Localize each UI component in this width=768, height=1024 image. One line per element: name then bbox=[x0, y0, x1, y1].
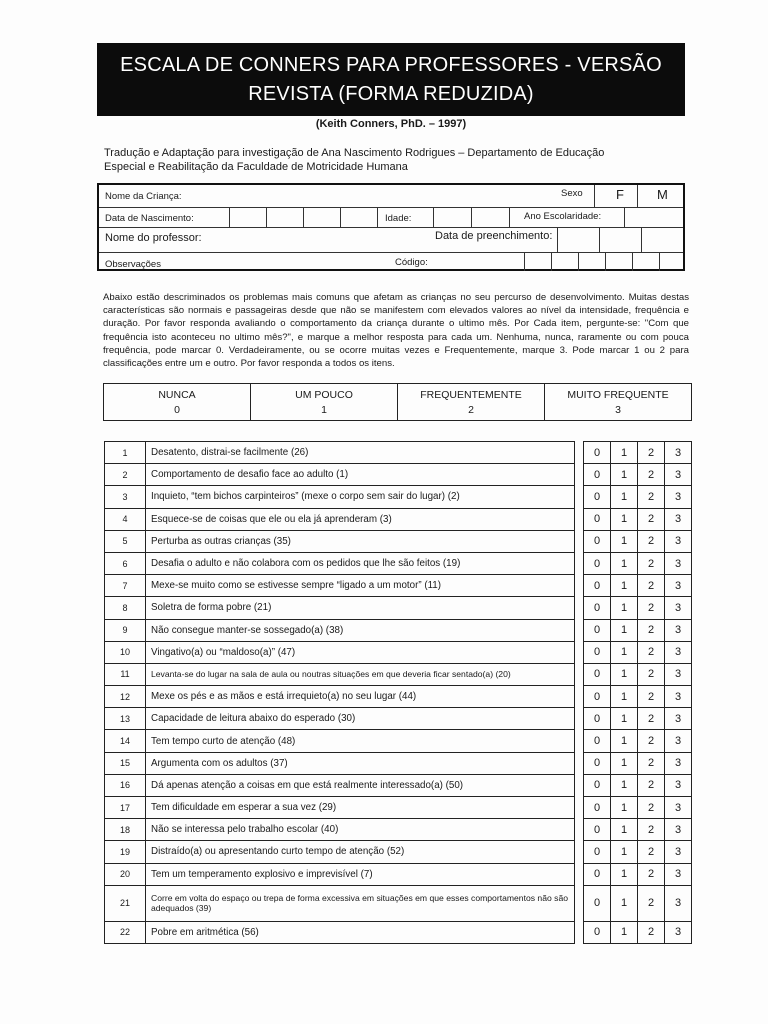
rating-option-2[interactable]: 2 bbox=[638, 730, 665, 752]
rating-option-1[interactable]: 1 bbox=[611, 530, 638, 552]
table-row bbox=[105, 708, 692, 730]
table-row bbox=[105, 486, 692, 508]
rating-option-3[interactable]: 3 bbox=[665, 641, 692, 663]
rating-option-2[interactable]: 2 bbox=[638, 841, 665, 863]
item-number: 2 bbox=[105, 464, 146, 486]
item-number: 17 bbox=[105, 797, 146, 819]
item-text: Mexe-se muito como se estivesse sempre “ligado a um motor” (11) bbox=[146, 575, 575, 597]
rating-option-3[interactable]: 3 bbox=[665, 575, 692, 597]
rating-option-2[interactable]: 2 bbox=[638, 641, 665, 663]
rating-option-3[interactable]: 3 bbox=[665, 921, 692, 943]
rating-option-0[interactable]: 0 bbox=[584, 885, 611, 921]
rating-option-1[interactable]: 1 bbox=[611, 774, 638, 796]
item-text: Levanta-se do lugar na sala de aula ou noutras situações em que deveria ficar sentado(a) (20) bbox=[146, 663, 575, 685]
column-gap bbox=[575, 774, 584, 796]
rating-option-1[interactable]: 1 bbox=[611, 885, 638, 921]
rating-option-1[interactable]: 1 bbox=[611, 863, 638, 885]
credit-line-1: Tradução e Adaptação para investigação de Ana Nascimento Rodrigues – Departamento de Educação bbox=[104, 147, 605, 159]
rating-option-3[interactable]: 3 bbox=[665, 686, 692, 708]
rating-option-2[interactable]: 2 bbox=[638, 752, 665, 774]
scale-never: NUNCA 0 bbox=[104, 384, 251, 420]
scale-a-little: UM POUCO 1 bbox=[251, 384, 398, 420]
table-row bbox=[105, 464, 692, 486]
table-row bbox=[105, 797, 692, 819]
column-gap bbox=[575, 641, 584, 663]
table-row bbox=[105, 921, 692, 943]
column-gap bbox=[575, 530, 584, 552]
item-number: 4 bbox=[105, 508, 146, 530]
table-row bbox=[105, 508, 692, 530]
school-year-label: Ano Escolaridade: bbox=[524, 211, 602, 222]
rating-option-0[interactable]: 0 bbox=[584, 841, 611, 863]
rating-option-1[interactable]: 1 bbox=[611, 921, 638, 943]
rating-option-0[interactable]: 0 bbox=[584, 486, 611, 508]
rating-option-0[interactable]: 0 bbox=[584, 730, 611, 752]
rating-option-0[interactable]: 0 bbox=[584, 752, 611, 774]
rating-option-0[interactable]: 0 bbox=[584, 552, 611, 574]
rating-option-3[interactable]: 3 bbox=[665, 619, 692, 641]
rating-option-2[interactable]: 2 bbox=[638, 921, 665, 943]
rating-option-2[interactable]: 2 bbox=[638, 686, 665, 708]
item-text: Comportamento de desafio face ao adulto (1) bbox=[146, 464, 575, 486]
item-text: Desatento, distrai-se facilmente (26) bbox=[146, 442, 575, 464]
rating-option-3[interactable]: 3 bbox=[665, 708, 692, 730]
rating-option-2[interactable]: 2 bbox=[638, 885, 665, 921]
rating-option-2[interactable]: 2 bbox=[638, 442, 665, 464]
table-row bbox=[105, 641, 692, 663]
item-number: 20 bbox=[105, 863, 146, 885]
rating-option-3[interactable]: 3 bbox=[665, 841, 692, 863]
column-gap bbox=[575, 486, 584, 508]
instructions-paragraph: Abaixo estão descriminados os problemas mais comuns que afetam as crianças no seu percurso de desenvolvimento. Muitas destas características são normais e passageiras desde que não se manifestem com elevados valores ao nível da intensidade, frequência e duração. Por favor responda avaliando o comportamento da criança durante o ultimo mês. Por Cada item, pergunte-se: "Com que frequência isto aconteceu no ultimo mês?", e marque a melhor resposta para cada um. Nenhuma, nunca, raramente ou com pouca frequência, pode marcar 0. Verdadeiramente, ou se ocorre muitas vezes e Frequentemente, marque 3. Pode marcar 1 ou 2 para classificações entre um e outro. Por favor responda a todos os itens. bbox=[103, 292, 689, 370]
item-text: Tem dificuldade em esperar a sua vez (29) bbox=[146, 797, 575, 819]
fill-date-label: Data de preenchimento: bbox=[435, 230, 553, 242]
item-text: Não se interessa pelo trabalho escolar (40) bbox=[146, 819, 575, 841]
rating-option-0[interactable]: 0 bbox=[584, 863, 611, 885]
translation-credit bbox=[104, 146, 694, 174]
column-gap bbox=[575, 508, 584, 530]
item-text: Tem tempo curto de atenção (48) bbox=[146, 730, 575, 752]
rating-option-1[interactable]: 1 bbox=[611, 819, 638, 841]
rating-option-3[interactable]: 3 bbox=[665, 863, 692, 885]
table-row bbox=[105, 575, 692, 597]
age-label: Idade: bbox=[385, 213, 412, 224]
rating-option-2[interactable]: 2 bbox=[638, 863, 665, 885]
author-line: (Keith Conners, PhD. – 1997) bbox=[315, 118, 467, 130]
items-table bbox=[104, 441, 692, 944]
item-text: Desafia o adulto e não colabora com os pedidos que lhe são feitos (19) bbox=[146, 552, 575, 574]
column-gap bbox=[575, 686, 584, 708]
item-number: 15 bbox=[105, 752, 146, 774]
item-text: Esquece-se de coisas que ele ou ela já aprenderam (3) bbox=[146, 508, 575, 530]
item-number: 11 bbox=[105, 663, 146, 685]
rating-option-0[interactable]: 0 bbox=[584, 597, 611, 619]
rating-option-3[interactable]: 3 bbox=[665, 797, 692, 819]
rating-option-3[interactable]: 3 bbox=[665, 752, 692, 774]
item-text: Distraído(a) ou apresentando curto tempo de atenção (52) bbox=[146, 841, 575, 863]
item-number: 6 bbox=[105, 552, 146, 574]
column-gap bbox=[575, 619, 584, 641]
rating-option-2[interactable]: 2 bbox=[638, 708, 665, 730]
rating-option-1[interactable]: 1 bbox=[611, 486, 638, 508]
column-gap bbox=[575, 819, 584, 841]
sex-label: Sexo bbox=[561, 188, 583, 199]
rating-option-0[interactable]: 0 bbox=[584, 508, 611, 530]
rating-option-3[interactable]: 3 bbox=[665, 530, 692, 552]
child-name-label: Nome da Criança: bbox=[105, 191, 182, 202]
rating-option-1[interactable]: 1 bbox=[611, 552, 638, 574]
rating-option-1[interactable]: 1 bbox=[611, 442, 638, 464]
item-text: Inquieto, “tem bichos carpinteiros” (mexe o corpo sem sair do lugar) (2) bbox=[146, 486, 575, 508]
rating-option-1[interactable]: 1 bbox=[611, 686, 638, 708]
rating-option-2[interactable]: 2 bbox=[638, 597, 665, 619]
rating-option-3[interactable]: 3 bbox=[665, 464, 692, 486]
title-line-1: ESCALA DE CONNERS PARA PROFESSORES - VERSÃO bbox=[120, 54, 662, 76]
rating-option-3[interactable]: 3 bbox=[665, 597, 692, 619]
column-gap bbox=[575, 841, 584, 863]
response-scale bbox=[103, 383, 692, 421]
rating-option-1[interactable]: 1 bbox=[611, 641, 638, 663]
item-number: 7 bbox=[105, 575, 146, 597]
rating-option-2[interactable]: 2 bbox=[638, 508, 665, 530]
column-gap bbox=[575, 464, 584, 486]
child-info-box bbox=[97, 183, 685, 271]
column-gap bbox=[575, 752, 584, 774]
table-row bbox=[105, 552, 692, 574]
title-line-2: REVISTA (FORMA REDUZIDA) bbox=[248, 83, 534, 105]
table-row bbox=[105, 863, 692, 885]
rating-option-0[interactable]: 0 bbox=[584, 774, 611, 796]
rating-option-1[interactable]: 1 bbox=[611, 663, 638, 685]
rating-option-3[interactable]: 3 bbox=[665, 663, 692, 685]
item-text: Pobre em aritmética (56) bbox=[146, 921, 575, 943]
rating-option-1[interactable]: 1 bbox=[611, 597, 638, 619]
sex-m-option[interactable]: M bbox=[657, 187, 668, 202]
title-banner bbox=[97, 43, 685, 116]
rating-option-2[interactable]: 2 bbox=[638, 797, 665, 819]
table-row bbox=[105, 597, 692, 619]
item-text: Perturba as outras crianças (35) bbox=[146, 530, 575, 552]
code-label: Código: bbox=[395, 257, 428, 268]
column-gap bbox=[575, 597, 584, 619]
rating-option-1[interactable]: 1 bbox=[611, 508, 638, 530]
item-number: 18 bbox=[105, 819, 146, 841]
rating-option-0[interactable]: 0 bbox=[584, 575, 611, 597]
rating-option-0[interactable]: 0 bbox=[584, 819, 611, 841]
item-number: 22 bbox=[105, 921, 146, 943]
item-number: 12 bbox=[105, 686, 146, 708]
rating-option-3[interactable]: 3 bbox=[665, 442, 692, 464]
rating-option-2[interactable]: 2 bbox=[638, 575, 665, 597]
rating-option-1[interactable]: 1 bbox=[611, 619, 638, 641]
rating-option-0[interactable]: 0 bbox=[584, 708, 611, 730]
rating-option-0[interactable]: 0 bbox=[584, 686, 611, 708]
birth-date-label: Data de Nascimento: bbox=[105, 213, 194, 224]
rating-option-3[interactable]: 3 bbox=[665, 508, 692, 530]
item-text: Vingativo(a) ou “maldoso(a)” (47) bbox=[146, 641, 575, 663]
column-gap bbox=[575, 575, 584, 597]
item-text: Dá apenas atenção a coisas em que está realmente interessado(a) (50) bbox=[146, 774, 575, 796]
rating-option-1[interactable]: 1 bbox=[611, 464, 638, 486]
rating-option-2[interactable]: 2 bbox=[638, 486, 665, 508]
rating-option-3[interactable]: 3 bbox=[665, 552, 692, 574]
column-gap bbox=[575, 921, 584, 943]
table-row bbox=[105, 752, 692, 774]
rating-option-1[interactable]: 1 bbox=[611, 575, 638, 597]
rating-option-0[interactable]: 0 bbox=[584, 641, 611, 663]
rating-option-3[interactable]: 3 bbox=[665, 885, 692, 921]
item-number: 21 bbox=[105, 885, 146, 921]
item-text: Capacidade de leitura abaixo do esperado (30) bbox=[146, 708, 575, 730]
table-row bbox=[105, 841, 692, 863]
table-row bbox=[105, 819, 692, 841]
rating-option-0[interactable]: 0 bbox=[584, 797, 611, 819]
scale-very-frequent: MUITO FREQUENTE 3 bbox=[567, 389, 669, 416]
column-gap bbox=[575, 797, 584, 819]
rating-option-1[interactable]: 1 bbox=[611, 797, 638, 819]
rating-option-0[interactable]: 0 bbox=[584, 530, 611, 552]
rating-option-3[interactable]: 3 bbox=[665, 774, 692, 796]
rating-option-2[interactable]: 2 bbox=[638, 619, 665, 641]
rating-option-1[interactable]: 1 bbox=[611, 708, 638, 730]
table-row bbox=[105, 730, 692, 752]
scale-frequently: FREQUENTEMENTE 2 bbox=[398, 384, 545, 420]
rating-option-2[interactable]: 2 bbox=[638, 774, 665, 796]
rating-option-1[interactable]: 1 bbox=[611, 752, 638, 774]
table-row bbox=[105, 530, 692, 552]
rating-option-0[interactable]: 0 bbox=[584, 442, 611, 464]
table-row bbox=[105, 686, 692, 708]
item-number: 19 bbox=[105, 841, 146, 863]
rating-option-3[interactable]: 3 bbox=[665, 819, 692, 841]
rating-option-1[interactable]: 1 bbox=[611, 730, 638, 752]
column-gap bbox=[575, 730, 584, 752]
credit-line-2: Especial e Reabilitação da Faculdade de Motricidade Humana bbox=[104, 161, 408, 173]
column-gap bbox=[575, 442, 584, 464]
item-number: 3 bbox=[105, 486, 146, 508]
item-text: Corre em volta do espaço ou trepa de forma excessiva em situações em que esses comportamentos não são adequados (39) bbox=[146, 885, 575, 921]
sex-f-option[interactable]: F bbox=[616, 187, 624, 202]
column-gap bbox=[575, 863, 584, 885]
column-gap bbox=[575, 552, 584, 574]
item-number: 13 bbox=[105, 708, 146, 730]
item-number: 9 bbox=[105, 619, 146, 641]
item-text: Não consegue manter-se sossegado(a) (38) bbox=[146, 619, 575, 641]
table-row bbox=[105, 885, 692, 921]
table-row bbox=[105, 663, 692, 685]
item-text: Argumenta com os adultos (37) bbox=[146, 752, 575, 774]
table-row bbox=[105, 442, 692, 464]
item-number: 14 bbox=[105, 730, 146, 752]
notes-label: Observações bbox=[105, 259, 161, 270]
rating-option-0[interactable]: 0 bbox=[584, 619, 611, 641]
rating-option-2[interactable]: 2 bbox=[638, 819, 665, 841]
item-text: Tem um temperamento explosivo e imprevisível (7) bbox=[146, 863, 575, 885]
rating-option-1[interactable]: 1 bbox=[611, 841, 638, 863]
rating-option-0[interactable]: 0 bbox=[584, 663, 611, 685]
rating-option-2[interactable]: 2 bbox=[638, 464, 665, 486]
rating-option-2[interactable]: 2 bbox=[638, 663, 665, 685]
item-text: Mexe os pés e as mãos e está irrequieto(a) no seu lugar (44) bbox=[146, 686, 575, 708]
rating-option-0[interactable]: 0 bbox=[584, 921, 611, 943]
teacher-name-label: Nome do professor: bbox=[105, 232, 202, 244]
table-row bbox=[105, 619, 692, 641]
item-number: 1 bbox=[105, 442, 146, 464]
rating-option-2[interactable]: 2 bbox=[638, 552, 665, 574]
column-gap bbox=[575, 708, 584, 730]
rating-option-3[interactable]: 3 bbox=[665, 486, 692, 508]
column-gap bbox=[575, 663, 584, 685]
table-row bbox=[105, 774, 692, 796]
item-text: Soletra de forma pobre (21) bbox=[146, 597, 575, 619]
rating-option-2[interactable]: 2 bbox=[638, 530, 665, 552]
item-number: 10 bbox=[105, 641, 146, 663]
rating-option-3[interactable]: 3 bbox=[665, 730, 692, 752]
item-number: 16 bbox=[105, 774, 146, 796]
item-number: 5 bbox=[105, 530, 146, 552]
item-number: 8 bbox=[105, 597, 146, 619]
rating-option-0[interactable]: 0 bbox=[584, 464, 611, 486]
column-gap bbox=[575, 885, 584, 921]
